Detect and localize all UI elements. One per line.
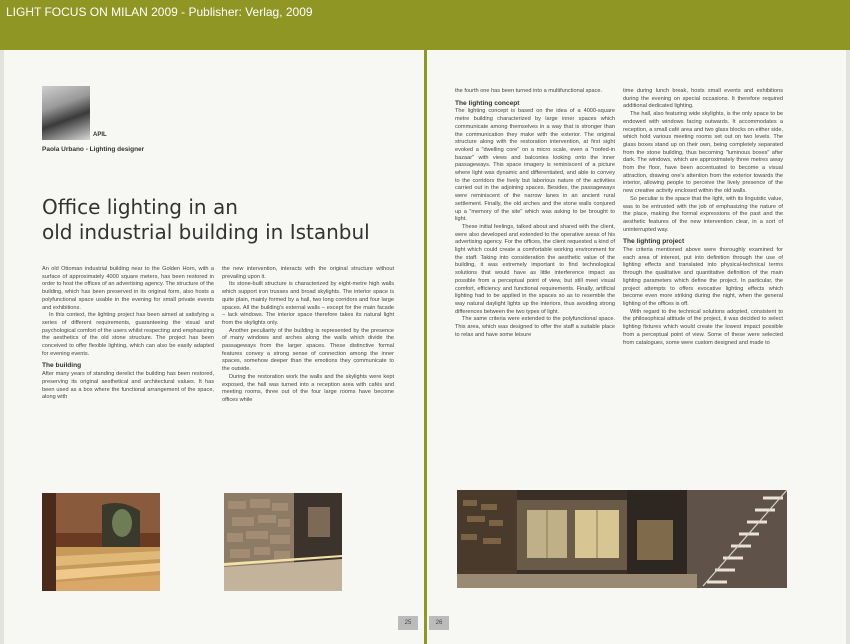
page-number-right: 26 bbox=[429, 616, 449, 630]
right-page bbox=[427, 50, 846, 644]
left-page bbox=[4, 50, 425, 644]
paragraph: The lighting concept is based on the idea of a 4000-square metre building characterized by large inner spaces which communicate among themselves in a way that is stronger than the communication they make with the exterior. The original structure along with the restoration intervention, at first sight evoked a "dwelling core" on a micro scale, even a "roofed-in bazaar" with views and balconies looking onto the inner passageways. This space imagery is reminiscent of a picture where light was dynamic and differentiated, and able to convey to the corridors the lively but laborious nature of the activities carried out in the adjoining spaces. Besides, the passageways were reminiscent of the narrow lanes in an ancient rural settlement. Finally, the old arches and the stone walls conjured up a "memory of the site" which was asking to be brought to light. bbox=[455, 108, 615, 223]
paragraph: With regard to the technical solutions adopted, consistent to the philosophical attitude of the project, it was decided to select lighting fixtures which would create the lowest impact possible from a perceptual point of view. Some of these were selected from catalogues, some were custom designed and made to bbox=[623, 308, 783, 346]
section-heading: The lighting concept bbox=[455, 99, 520, 107]
paragraph: An old Ottoman industrial building near to the Golden Horn, with a surface of approximately 4000 square meters, has been restored in order to host the offices of an advertising agency. The structure of the building, which has been preserved in its original form, also hosts a polyfunctional space usable in the evening for small private events and exhibitions. bbox=[42, 266, 214, 311]
section-heading: The building bbox=[42, 362, 82, 370]
paragraph: Another peculiarity of the building is represented by the presence of many windows and arches along the walls which divide the passageways from the larger spaces. These distinctive formal features convey a strong sense of connection among the inner spaces, somehow deeper than the emotions they communicate to the outside. bbox=[222, 327, 394, 373]
left-column-2 bbox=[222, 266, 394, 405]
paragraph: After many years of standing derelict the building has been restored, preserving its original aesthetical and architectural values. It has been used as a box where the functional arrangement of the space, along with bbox=[42, 371, 214, 401]
title-bar bbox=[0, 0, 850, 50]
right-column-1 bbox=[455, 88, 615, 340]
paragraph: Its stone-built structure is characterized by eight-metre high walls which support iron trusses and broad skylights. The interior space is quite plain, mainly formed by a hall, two long corridors and four large spaces. All the building's external walls – except for the main facade – lack windows. The interior space therefore takes its natural light from the skylights only. bbox=[222, 281, 394, 326]
paragraph: In this context, the lighting project has been aimed at satisfying a series of different requirements, guaranteeing the visual and psychological comfort of the users whilst respecting and emphasizing the aesthetics of the old stone structure. The project has been conceived to offer flexible lighting, which can also be easily adapted for evening events. bbox=[42, 312, 214, 357]
article-headline bbox=[42, 195, 402, 245]
book-spread bbox=[0, 50, 850, 644]
photo-stone-corridor bbox=[224, 493, 342, 591]
photo-arched-stone-room bbox=[42, 493, 160, 591]
paragraph: The hall, also featuring wide skylights, is the only space to be endowed with windows facing outwards. It accommodates a reception, a small café area and two glass blocks on either side, which hold various meeting rooms set out on two levels. The glass boxes stand up on their own, being completely separated from the stone building, thus becoming "luminous boxes" after dark. The windows, which are approximately three metres away from the floor, have been accentuated to become a visual attraction, drawing one's attention from the exterior towards the interior, allowing people to perceive the lively presence of the new creative activity enclosed within the old walls. bbox=[623, 111, 783, 195]
paragraph: The criteria mentioned above were thoroughly examined for each area of interest, put into definition through the use of lighting effects and translated into physical-technical terms through the qualitative and quantitative definition of the main lighting parameters which define the project. In particular, the project attempts to offers evocative lighting effects which become even more striking during the night, when the general lighting of the offices is off. bbox=[623, 247, 783, 307]
photo-hall-with-staircase bbox=[457, 490, 787, 588]
author-byline: Paola Urbano - Lighting designer bbox=[42, 146, 145, 153]
headline-line-2: old industrial building in Istanbul bbox=[42, 220, 370, 244]
paragraph: the fourth one has been turned into a multifunctional space. bbox=[455, 88, 603, 94]
paragraph: The same criteria were extended to the polyfunctional space. This area, which was designed to offer the staff a suitable place to relax and have some leisure bbox=[455, 316, 615, 338]
window-title: LIGHT FOCUS ON MILAN 2009 - Publisher: Verlag, 2009 bbox=[6, 5, 313, 19]
right-column-2 bbox=[623, 88, 783, 347]
author-portrait bbox=[42, 86, 90, 140]
left-column-1 bbox=[42, 266, 214, 402]
paragraph: So peculiar is the space that the light, with its linguistic value, was to be entrusted with the job of emphasizing the nature of the place, making the formal expressions of the past and the aesthetic features of the new intervention clear, in a sort of uninterrupted way. bbox=[623, 195, 783, 233]
paragraph: During the restoration work the walls and the skylights were kept exposed, the hall was turned into a reception area with cafés and meeting rooms, three out of the four large rooms have become offices while bbox=[222, 373, 394, 403]
section-heading: The lighting project bbox=[623, 238, 685, 246]
paragraph: time during lunch break, hosts small events and exhibitions during the evening on special occasions. It therefore required additional dedicated lighting. bbox=[623, 88, 783, 110]
studio-tag: APIL bbox=[93, 132, 107, 138]
headline-line-1: Office lighting in an bbox=[42, 195, 238, 219]
paragraph: These initial feelings, talked about and shared with the client, were also developed and extended to the operative areas of his advertising agency. For the offices, the client requested a kind of light which could create a comfortable working environment for the staff. Taking into consideration the aesthetic value of the building, it was extremely important to find technological solutions that would have as little interference impact as possible from a perceptual point of view, but still meet visual comfort, efficiency and functional requirements. Finally, artificial lighting had to be applied in the spaces so as to resemble the way natural daylight lights up the interiors, thus avoiding strong differences between the two types of light. bbox=[455, 223, 615, 315]
page-number-left: 25 bbox=[398, 616, 418, 630]
paragraph: the new intervention, interacts with the original structure without prevailing upon it. bbox=[222, 266, 394, 280]
